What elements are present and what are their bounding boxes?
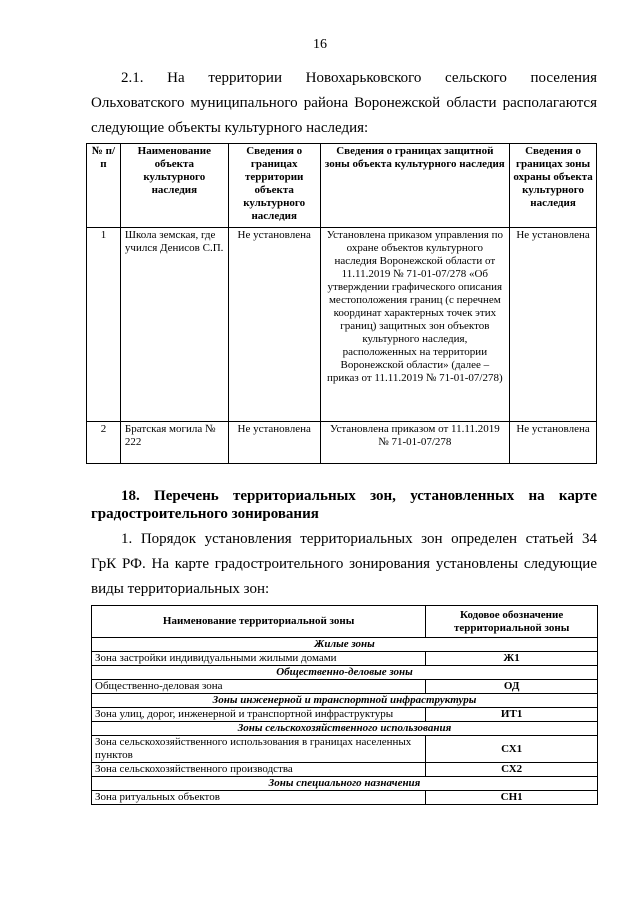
zone-name: Общественно-деловая зона [92, 680, 426, 694]
zone-code: Ж1 [426, 652, 598, 666]
zone-group-title: Зоны сельскохозяйственного использования [92, 722, 598, 736]
zone-group-row [92, 722, 598, 736]
protective-zone-info: Установлена приказом от 11.11.2019 № 71-01-07/278 [320, 422, 509, 464]
heritage-table-header-row [87, 144, 597, 228]
object-name: Братская могила № 222 [120, 422, 228, 464]
object-name: Школа земская, где учился Денисов С.П. [120, 228, 228, 422]
section-2-1-line-2: Ольховатского муниципального района Воронежской области располагаются [91, 95, 597, 111]
table-row [92, 736, 598, 763]
header-protective-zone: Сведения о границах защитной зоны объекта культурного наследия [320, 144, 509, 228]
protective-zone-info: Установлена приказом управления по охране объектов культурного наследия Воронежской области от 11.11.2019 № 71-01-07/278 «Об утверждении графического описания местоположения границ (с перечнем координат характерных точек этих границ) защитных зон объектов культурного наследия, расположенных на территории Воронежской области» (далее – приказ от 11.11.2019 № 71-01-07/278) [320, 228, 509, 422]
table-row [92, 652, 598, 666]
section-2-1-paragraph [91, 66, 597, 141]
page-number: 16 [313, 37, 327, 52]
zone-group-title: Зоны инженерной и транспортной инфраструктуры [92, 694, 598, 708]
zone-name: Зона сельскохозяйственного использования в границах населенных пунктов [92, 736, 426, 763]
security-zone-status: Не установлена [510, 422, 597, 464]
section-18-heading-line-1: 18. Перечень территориальных зон, установленных на карте [121, 488, 597, 504]
header-security-zone: Сведения о границах зоны охраны объекта культурного наследия [510, 144, 597, 228]
section-18-heading-line-2: градостроительного зонирования [91, 506, 319, 522]
heritage-objects-table [86, 143, 597, 464]
zone-group-title: Жилые зоны [92, 638, 598, 652]
security-zone-status: Не установлена [510, 228, 597, 422]
zone-name: Зона ритуальных объектов [92, 791, 426, 805]
zone-group-row [92, 694, 598, 708]
zone-code: ОД [426, 680, 598, 694]
section-18-paragraph [91, 527, 597, 602]
zone-code: СХ1 [426, 736, 598, 763]
header-territory-borders: Сведения о границах территории объекта культурного наследия [228, 144, 320, 228]
zone-group-row [92, 777, 598, 791]
territory-status: Не установлена [228, 228, 320, 422]
section-2-1-line-3: следующие объекты культурного наследия: [91, 120, 369, 136]
header-zone-code: Кодовое обозначение территориальной зоны [426, 606, 598, 638]
zone-group-row [92, 638, 598, 652]
territory-status: Не установлена [228, 422, 320, 464]
territorial-zones-table [91, 605, 598, 805]
zone-group-row [92, 666, 598, 680]
zone-code: ИТ1 [426, 708, 598, 722]
zones-table-header-row [92, 606, 598, 638]
zone-name: Зона улиц, дорог, инженерной и транспортной инфраструктуры [92, 708, 426, 722]
zone-name: Зона сельскохозяйственного производства [92, 763, 426, 777]
zone-name: Зона застройки индивидуальными жилыми домами [92, 652, 426, 666]
row-number: 2 [87, 422, 121, 464]
section-18-line-2: ГрК РФ. На карте градостроительного зонирования установлены следующие [91, 556, 597, 572]
zone-group-title: Общественно-деловые зоны [92, 666, 598, 680]
zone-code: СХ2 [426, 763, 598, 777]
zone-code: СН1 [426, 791, 598, 805]
section-18-line-3: виды территориальных зон: [91, 581, 270, 597]
section-18-heading [91, 487, 597, 523]
table-row [92, 791, 598, 805]
table-row [92, 708, 598, 722]
section-18-line-1: 1. Порядок установления территориальных зон определен статьей 34 [121, 531, 597, 547]
table-row [92, 763, 598, 777]
zone-group-title: Зоны специального назначения [92, 777, 598, 791]
header-zone-name: Наименование территориальной зоны [92, 606, 426, 638]
header-number: № п/п [87, 144, 121, 228]
table-row [87, 228, 597, 422]
row-number: 1 [87, 228, 121, 422]
section-2-1-line-1: 2.1. На территории Новохарьковского сельского поселения [121, 70, 597, 86]
table-row [87, 422, 597, 464]
header-object-name: Наименование объекта культурного наследия [120, 144, 228, 228]
table-row [92, 680, 598, 694]
